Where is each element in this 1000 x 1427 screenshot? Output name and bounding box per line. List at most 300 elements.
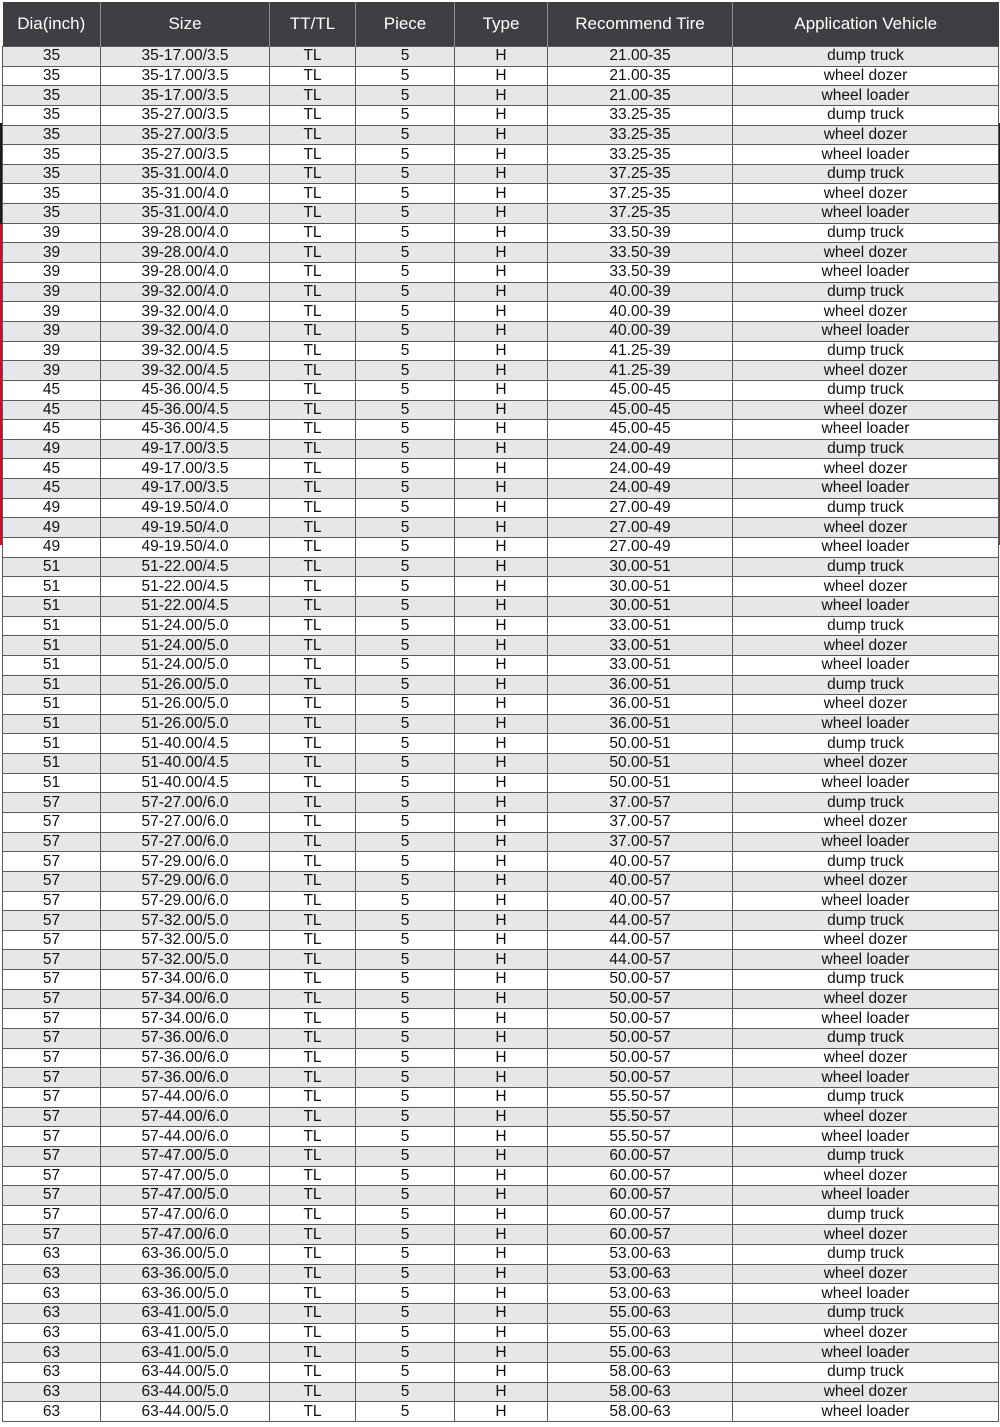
cell-type: H	[455, 734, 548, 754]
cell-application-vehicle: wheel loader	[733, 1343, 999, 1363]
table-row	[3, 871, 999, 891]
table-row	[3, 420, 999, 440]
cell-tt-tl: TL	[270, 361, 356, 381]
cell-size: 63-44.00/5.0	[101, 1362, 270, 1382]
cell-dia: 57	[3, 989, 101, 1009]
cell-recommend-tire: 53.00-63	[548, 1245, 733, 1265]
table-row	[3, 321, 999, 341]
cell-size: 51-26.00/5.0	[101, 675, 270, 695]
cell-recommend-tire: 40.00-57	[548, 891, 733, 911]
cell-piece: 5	[356, 439, 455, 459]
cell-application-vehicle: wheel dozer	[733, 754, 999, 774]
cell-application-vehicle: dump truck	[733, 498, 999, 518]
cell-size: 57-34.00/6.0	[101, 1009, 270, 1029]
cell-recommend-tire: 53.00-63	[548, 1284, 733, 1304]
cell-tt-tl: TL	[270, 852, 356, 872]
cell-type: H	[455, 1343, 548, 1363]
cell-application-vehicle: wheel dozer	[733, 361, 999, 381]
cell-application-vehicle: dump truck	[733, 282, 999, 302]
header-recommend-tire: Recommend Tire	[548, 2, 733, 47]
cell-recommend-tire: 55.00-63	[548, 1343, 733, 1363]
cell-recommend-tire: 33.50-39	[548, 243, 733, 263]
cell-type: H	[455, 184, 548, 204]
cell-dia: 57	[3, 1146, 101, 1166]
cell-dia: 35	[3, 66, 101, 86]
cell-size: 51-24.00/5.0	[101, 616, 270, 636]
cell-recommend-tire: 40.00-39	[548, 302, 733, 322]
cell-size: 51-40.00/4.5	[101, 734, 270, 754]
cell-piece: 5	[356, 204, 455, 224]
cell-piece: 5	[356, 989, 455, 1009]
cell-dia: 63	[3, 1264, 101, 1284]
cell-type: H	[455, 479, 548, 499]
table-row	[3, 125, 999, 145]
cell-type: H	[455, 1304, 548, 1324]
cell-tt-tl: TL	[270, 655, 356, 675]
cell-application-vehicle: wheel dozer	[733, 1264, 999, 1284]
cell-piece: 5	[356, 400, 455, 420]
cell-dia: 63	[3, 1284, 101, 1304]
cell-application-vehicle: dump truck	[733, 793, 999, 813]
cell-application-vehicle: wheel dozer	[733, 125, 999, 145]
cell-size: 51-22.00/4.5	[101, 577, 270, 597]
cell-recommend-tire: 30.00-51	[548, 596, 733, 616]
cell-piece: 5	[356, 852, 455, 872]
cell-tt-tl: TL	[270, 498, 356, 518]
cell-application-vehicle: wheel dozer	[733, 1382, 999, 1402]
cell-application-vehicle: wheel dozer	[733, 1225, 999, 1245]
cell-tt-tl: TL	[270, 616, 356, 636]
cell-size: 39-32.00/4.0	[101, 302, 270, 322]
cell-dia: 63	[3, 1402, 101, 1422]
cell-size: 39-32.00/4.5	[101, 361, 270, 381]
cell-recommend-tire: 37.25-35	[548, 184, 733, 204]
cell-dia: 57	[3, 1068, 101, 1088]
cell-size: 57-47.00/6.0	[101, 1225, 270, 1245]
cell-dia: 51	[3, 655, 101, 675]
cell-piece: 5	[356, 420, 455, 440]
cell-application-vehicle: wheel dozer	[733, 1107, 999, 1127]
cell-piece: 5	[356, 1186, 455, 1206]
cell-application-vehicle: wheel dozer	[733, 812, 999, 832]
cell-piece: 5	[356, 1029, 455, 1049]
cell-application-vehicle: dump truck	[733, 616, 999, 636]
cell-dia: 39	[3, 223, 101, 243]
cell-piece: 5	[356, 47, 455, 67]
cell-dia: 57	[3, 891, 101, 911]
cell-type: H	[455, 950, 548, 970]
cell-piece: 5	[356, 86, 455, 106]
cell-dia: 39	[3, 341, 101, 361]
cell-type: H	[455, 1186, 548, 1206]
cell-type: H	[455, 1127, 548, 1147]
cell-type: H	[455, 1068, 548, 1088]
cell-piece: 5	[356, 970, 455, 990]
cell-application-vehicle: dump truck	[733, 223, 999, 243]
cell-dia: 39	[3, 243, 101, 263]
cell-tt-tl: TL	[270, 989, 356, 1009]
cell-piece: 5	[356, 1068, 455, 1088]
cell-size: 39-32.00/4.0	[101, 282, 270, 302]
cell-type: H	[455, 1382, 548, 1402]
cell-application-vehicle: dump truck	[733, 439, 999, 459]
cell-tt-tl: TL	[270, 420, 356, 440]
cell-application-vehicle: wheel loader	[733, 950, 999, 970]
cell-tt-tl: TL	[270, 1284, 356, 1304]
cell-piece: 5	[356, 1304, 455, 1324]
cell-dia: 57	[3, 970, 101, 990]
cell-piece: 5	[356, 675, 455, 695]
cell-size: 35-27.00/3.5	[101, 125, 270, 145]
cell-size: 57-29.00/6.0	[101, 871, 270, 891]
cell-tt-tl: TL	[270, 1264, 356, 1284]
cell-dia: 45	[3, 420, 101, 440]
cell-piece: 5	[356, 557, 455, 577]
cell-tt-tl: TL	[270, 479, 356, 499]
cell-tt-tl: TL	[270, 86, 356, 106]
cell-piece: 5	[356, 695, 455, 715]
cell-type: H	[455, 773, 548, 793]
table-row	[3, 1107, 999, 1127]
cell-dia: 57	[3, 812, 101, 832]
cell-size: 57-44.00/6.0	[101, 1107, 270, 1127]
cell-recommend-tire: 44.00-57	[548, 950, 733, 970]
cell-dia: 57	[3, 911, 101, 931]
cell-tt-tl: TL	[270, 1166, 356, 1186]
cell-tt-tl: TL	[270, 577, 356, 597]
cell-tt-tl: TL	[270, 930, 356, 950]
cell-type: H	[455, 1362, 548, 1382]
cell-application-vehicle: wheel dozer	[733, 518, 999, 538]
cell-application-vehicle: wheel loader	[733, 86, 999, 106]
cell-type: H	[455, 105, 548, 125]
cell-type: H	[455, 911, 548, 931]
cell-size: 35-31.00/4.0	[101, 184, 270, 204]
cell-recommend-tire: 45.00-45	[548, 420, 733, 440]
cell-dia: 63	[3, 1343, 101, 1363]
table-row	[3, 282, 999, 302]
table-row	[3, 1205, 999, 1225]
cell-dia: 63	[3, 1362, 101, 1382]
cell-tt-tl: TL	[270, 1323, 356, 1343]
table-row	[3, 145, 999, 165]
cell-recommend-tire: 50.00-57	[548, 1029, 733, 1049]
cell-recommend-tire: 40.00-57	[548, 852, 733, 872]
cell-piece: 5	[356, 1362, 455, 1382]
cell-size: 57-32.00/5.0	[101, 911, 270, 931]
cell-tt-tl: TL	[270, 891, 356, 911]
cell-recommend-tire: 50.00-51	[548, 773, 733, 793]
cell-type: H	[455, 812, 548, 832]
cell-application-vehicle: dump truck	[733, 734, 999, 754]
cell-recommend-tire: 50.00-51	[548, 754, 733, 774]
table-row	[3, 950, 999, 970]
table-row	[3, 1343, 999, 1363]
cell-size: 51-40.00/4.5	[101, 754, 270, 774]
cell-dia: 51	[3, 773, 101, 793]
cell-dia: 63	[3, 1323, 101, 1343]
cell-application-vehicle: dump truck	[733, 164, 999, 184]
cell-tt-tl: TL	[270, 1146, 356, 1166]
cell-application-vehicle: wheel loader	[733, 1402, 999, 1422]
cell-piece: 5	[356, 263, 455, 283]
cell-dia: 35	[3, 125, 101, 145]
cell-tt-tl: TL	[270, 734, 356, 754]
cell-piece: 5	[356, 1245, 455, 1265]
cell-dia: 51	[3, 675, 101, 695]
cell-type: H	[455, 793, 548, 813]
cell-dia: 63	[3, 1382, 101, 1402]
cell-piece: 5	[356, 223, 455, 243]
cell-size: 57-32.00/5.0	[101, 950, 270, 970]
cell-dia: 45	[3, 380, 101, 400]
cell-dia: 57	[3, 1225, 101, 1245]
cell-size: 49-17.00/3.5	[101, 459, 270, 479]
cell-type: H	[455, 204, 548, 224]
cell-application-vehicle: dump truck	[733, 1029, 999, 1049]
cell-type: H	[455, 1087, 548, 1107]
cell-recommend-tire: 50.00-57	[548, 1068, 733, 1088]
cell-dia: 35	[3, 86, 101, 106]
cell-dia: 35	[3, 204, 101, 224]
table-row	[3, 1029, 999, 1049]
cell-application-vehicle: wheel loader	[733, 832, 999, 852]
cell-application-vehicle: wheel dozer	[733, 695, 999, 715]
cell-tt-tl: TL	[270, 184, 356, 204]
cell-tt-tl: TL	[270, 125, 356, 145]
cell-tt-tl: TL	[270, 773, 356, 793]
cell-recommend-tire: 27.00-49	[548, 538, 733, 558]
cell-piece: 5	[356, 1205, 455, 1225]
cell-recommend-tire: 45.00-45	[548, 400, 733, 420]
cell-dia: 51	[3, 616, 101, 636]
cell-application-vehicle: wheel loader	[733, 891, 999, 911]
cell-size: 57-34.00/6.0	[101, 989, 270, 1009]
cell-tt-tl: TL	[270, 911, 356, 931]
cell-tt-tl: TL	[270, 145, 356, 165]
cell-tt-tl: TL	[270, 105, 356, 125]
cell-tt-tl: TL	[270, 695, 356, 715]
cell-tt-tl: TL	[270, 871, 356, 891]
cell-recommend-tire: 21.00-35	[548, 66, 733, 86]
cell-type: H	[455, 341, 548, 361]
cell-size: 51-22.00/4.5	[101, 596, 270, 616]
table-row	[3, 361, 999, 381]
cell-tt-tl: TL	[270, 812, 356, 832]
cell-size: 57-32.00/5.0	[101, 930, 270, 950]
cell-dia: 57	[3, 1127, 101, 1147]
cell-dia: 51	[3, 596, 101, 616]
cell-application-vehicle: wheel loader	[733, 1068, 999, 1088]
cell-type: H	[455, 263, 548, 283]
cell-application-vehicle: dump truck	[733, 341, 999, 361]
header-dia: Dia(inch)	[3, 2, 101, 47]
cell-dia: 51	[3, 577, 101, 597]
cell-recommend-tire: 60.00-57	[548, 1186, 733, 1206]
cell-piece: 5	[356, 243, 455, 263]
cell-piece: 5	[356, 655, 455, 675]
cell-piece: 5	[356, 498, 455, 518]
cell-size: 57-36.00/6.0	[101, 1068, 270, 1088]
cell-application-vehicle: wheel loader	[733, 1284, 999, 1304]
table-row	[3, 754, 999, 774]
cell-recommend-tire: 58.00-63	[548, 1362, 733, 1382]
cell-piece: 5	[356, 459, 455, 479]
table-row	[3, 596, 999, 616]
table-row	[3, 263, 999, 283]
cell-dia: 57	[3, 1087, 101, 1107]
cell-size: 39-28.00/4.0	[101, 223, 270, 243]
cell-piece: 5	[356, 1264, 455, 1284]
cell-type: H	[455, 557, 548, 577]
cell-recommend-tire: 40.00-39	[548, 282, 733, 302]
cell-size: 63-36.00/5.0	[101, 1264, 270, 1284]
cell-tt-tl: TL	[270, 1343, 356, 1363]
header-row	[3, 2, 999, 47]
cell-tt-tl: TL	[270, 557, 356, 577]
cell-tt-tl: TL	[270, 1402, 356, 1422]
table-row	[3, 1225, 999, 1245]
cell-tt-tl: TL	[270, 793, 356, 813]
cell-recommend-tire: 37.25-35	[548, 164, 733, 184]
table-row	[3, 655, 999, 675]
rim-spec-table	[2, 2, 999, 1422]
table-row	[3, 970, 999, 990]
cell-recommend-tire: 33.50-39	[548, 223, 733, 243]
cell-piece: 5	[356, 145, 455, 165]
cell-recommend-tire: 58.00-63	[548, 1382, 733, 1402]
cell-piece: 5	[356, 1127, 455, 1147]
cell-recommend-tire: 55.50-57	[548, 1107, 733, 1127]
table-row	[3, 989, 999, 1009]
cell-dia: 49	[3, 439, 101, 459]
cell-piece: 5	[356, 950, 455, 970]
cell-size: 51-26.00/5.0	[101, 695, 270, 715]
cell-dia: 49	[3, 538, 101, 558]
cell-dia: 57	[3, 852, 101, 872]
header-application-vehicle: Application Vehicle	[733, 2, 999, 47]
cell-recommend-tire: 24.00-49	[548, 459, 733, 479]
table-row	[3, 105, 999, 125]
cell-dia: 57	[3, 793, 101, 813]
cell-dia: 35	[3, 105, 101, 125]
cell-application-vehicle: wheel loader	[733, 538, 999, 558]
table-row	[3, 459, 999, 479]
cell-piece: 5	[356, 1225, 455, 1245]
cell-piece: 5	[356, 105, 455, 125]
cell-recommend-tire: 50.00-57	[548, 1009, 733, 1029]
cell-size: 39-32.00/4.0	[101, 321, 270, 341]
cell-dia: 57	[3, 930, 101, 950]
cell-type: H	[455, 970, 548, 990]
cell-application-vehicle: wheel dozer	[733, 66, 999, 86]
cell-size: 63-36.00/5.0	[101, 1284, 270, 1304]
cell-recommend-tire: 27.00-49	[548, 518, 733, 538]
cell-tt-tl: TL	[270, 714, 356, 734]
cell-recommend-tire: 60.00-57	[548, 1225, 733, 1245]
table-row	[3, 773, 999, 793]
cell-type: H	[455, 655, 548, 675]
cell-size: 39-28.00/4.0	[101, 243, 270, 263]
cell-recommend-tire: 55.00-63	[548, 1323, 733, 1343]
cell-tt-tl: TL	[270, 1382, 356, 1402]
cell-piece: 5	[356, 1107, 455, 1127]
cell-size: 57-27.00/6.0	[101, 793, 270, 813]
cell-tt-tl: TL	[270, 538, 356, 558]
table-row	[3, 518, 999, 538]
cell-application-vehicle: dump truck	[733, 47, 999, 67]
cell-type: H	[455, 164, 548, 184]
cell-piece: 5	[356, 1343, 455, 1363]
cell-tt-tl: TL	[270, 1127, 356, 1147]
table-row	[3, 1068, 999, 1088]
cell-size: 49-17.00/3.5	[101, 479, 270, 499]
cell-recommend-tire: 33.25-35	[548, 125, 733, 145]
table-row	[3, 1402, 999, 1422]
cell-piece: 5	[356, 1402, 455, 1422]
cell-dia: 45	[3, 459, 101, 479]
table-row	[3, 1264, 999, 1284]
cell-piece: 5	[356, 321, 455, 341]
cell-recommend-tire: 37.25-35	[548, 204, 733, 224]
header-tt-tl: TT/TL	[270, 2, 356, 47]
cell-type: H	[455, 1107, 548, 1127]
cell-application-vehicle: wheel loader	[733, 773, 999, 793]
cell-size: 39-28.00/4.0	[101, 263, 270, 283]
cell-recommend-tire: 40.00-57	[548, 871, 733, 891]
cell-tt-tl: TL	[270, 263, 356, 283]
table-row	[3, 439, 999, 459]
cell-size: 35-17.00/3.5	[101, 47, 270, 67]
table-row	[3, 832, 999, 852]
cell-type: H	[455, 596, 548, 616]
cell-recommend-tire: 36.00-51	[548, 695, 733, 715]
cell-dia: 57	[3, 950, 101, 970]
table-row	[3, 616, 999, 636]
cell-type: H	[455, 125, 548, 145]
cell-application-vehicle: wheel dozer	[733, 243, 999, 263]
cell-piece: 5	[356, 380, 455, 400]
cell-size: 51-22.00/4.5	[101, 557, 270, 577]
cell-recommend-tire: 55.50-57	[548, 1087, 733, 1107]
table-row	[3, 577, 999, 597]
cell-size: 57-36.00/6.0	[101, 1029, 270, 1049]
cell-application-vehicle: wheel dozer	[733, 1048, 999, 1068]
cell-piece: 5	[356, 714, 455, 734]
table-row	[3, 812, 999, 832]
cell-size: 35-17.00/3.5	[101, 66, 270, 86]
table-row	[3, 891, 999, 911]
cell-recommend-tire: 24.00-49	[548, 439, 733, 459]
cell-dia: 57	[3, 1205, 101, 1225]
cell-dia: 51	[3, 557, 101, 577]
cell-recommend-tire: 33.00-51	[548, 616, 733, 636]
table-row	[3, 695, 999, 715]
cell-piece: 5	[356, 341, 455, 361]
cell-piece: 5	[356, 871, 455, 891]
cell-tt-tl: TL	[270, 1186, 356, 1206]
cell-piece: 5	[356, 1323, 455, 1343]
cell-dia: 51	[3, 754, 101, 774]
cell-size: 35-31.00/4.0	[101, 204, 270, 224]
cell-size: 57-47.00/5.0	[101, 1166, 270, 1186]
table-row	[3, 1127, 999, 1147]
cell-size: 63-36.00/5.0	[101, 1245, 270, 1265]
cell-dia: 35	[3, 164, 101, 184]
cell-recommend-tire: 41.25-39	[548, 361, 733, 381]
cell-tt-tl: TL	[270, 282, 356, 302]
cell-piece: 5	[356, 1146, 455, 1166]
